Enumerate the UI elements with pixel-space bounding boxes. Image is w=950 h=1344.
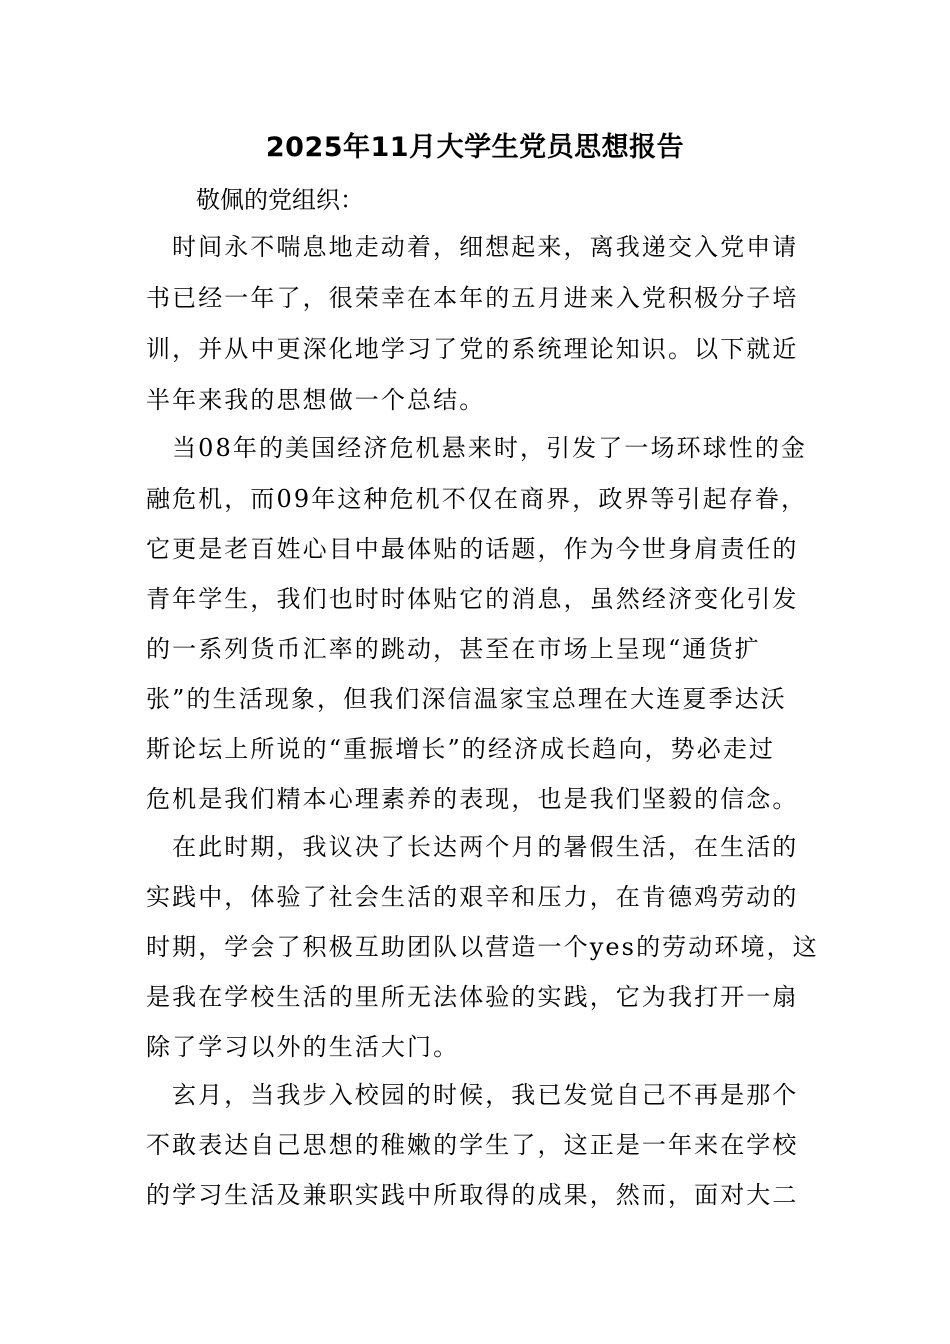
paragraph-line: 时间永不喘息地走动着，细想起来，离我递交入党申请 xyxy=(172,233,799,261)
paragraph-line: 斯论坛上所说的“重振增长”的经济成长趋向，势必走过 xyxy=(146,735,776,763)
paragraph-line: 书已经一年了，很荣幸在本年的五月进来入党积极分子培 xyxy=(146,284,799,312)
paragraph-line: 在此时期，我议决了长达两个月的暑假生活，在生活的 xyxy=(172,833,799,861)
paragraph-line: 青年学生，我们也时时体贴它的消息，虽然经济变化引发 xyxy=(146,585,799,613)
paragraph-line: 实践中，体验了社会生活的艰辛和压力，在肯德鸡劳动的 xyxy=(146,883,799,911)
paragraph-line: 训，并从中更深化地学习了党的系统理论知识。以下就近 xyxy=(146,335,799,363)
paragraph-line: 当08年的美国经济危机悬来时，引发了一场环球性的金 xyxy=(172,434,808,462)
paragraph-line: 的一系列货币汇率的跳动，甚至在市场上呈现“通货扩 xyxy=(146,635,761,663)
paragraph-line: 危机是我们精本心理素养的表现，也是我们坚毅的信念。 xyxy=(146,785,799,813)
document-title: 2025年11月大学生党员思想报告 xyxy=(265,132,685,163)
paragraph-line: 是我在学校生活的里所无法体验的实践，它为我打开一扇 xyxy=(146,983,799,1011)
paragraph-line: 半年来我的思想做一个总结。 xyxy=(146,386,486,414)
paragraph-line: 玄月，当我步入校园的时候，我已发觉自己不再是那个 xyxy=(172,1081,799,1109)
paragraph-line: 张”的生活现象，但我们深信温家宝总理在大连夏季达沃 xyxy=(146,685,787,713)
paragraph-line: 除了学习以外的生活大门。 xyxy=(146,1033,460,1061)
paragraph-line: 它更是老百姓心目中最体贴的话题，作为今世身肩责任的 xyxy=(146,535,799,563)
paragraph-line: 不敢表达自己思想的稚嫩的学生了，这正是一年来在学校 xyxy=(146,1131,799,1159)
paragraph-line: 融危机，而09年这种危机不仅在商界，政界等引起存眷， xyxy=(146,485,808,513)
paragraph-line: 的学习生活及兼职实践中所取得的成果，然而，面对大二 xyxy=(146,1181,799,1209)
salutation: 敬佩的党组织： xyxy=(196,186,364,214)
paragraph-line: 时期，学会了积极互助团队以营造一个yes的劳动环境，这 xyxy=(146,933,819,961)
